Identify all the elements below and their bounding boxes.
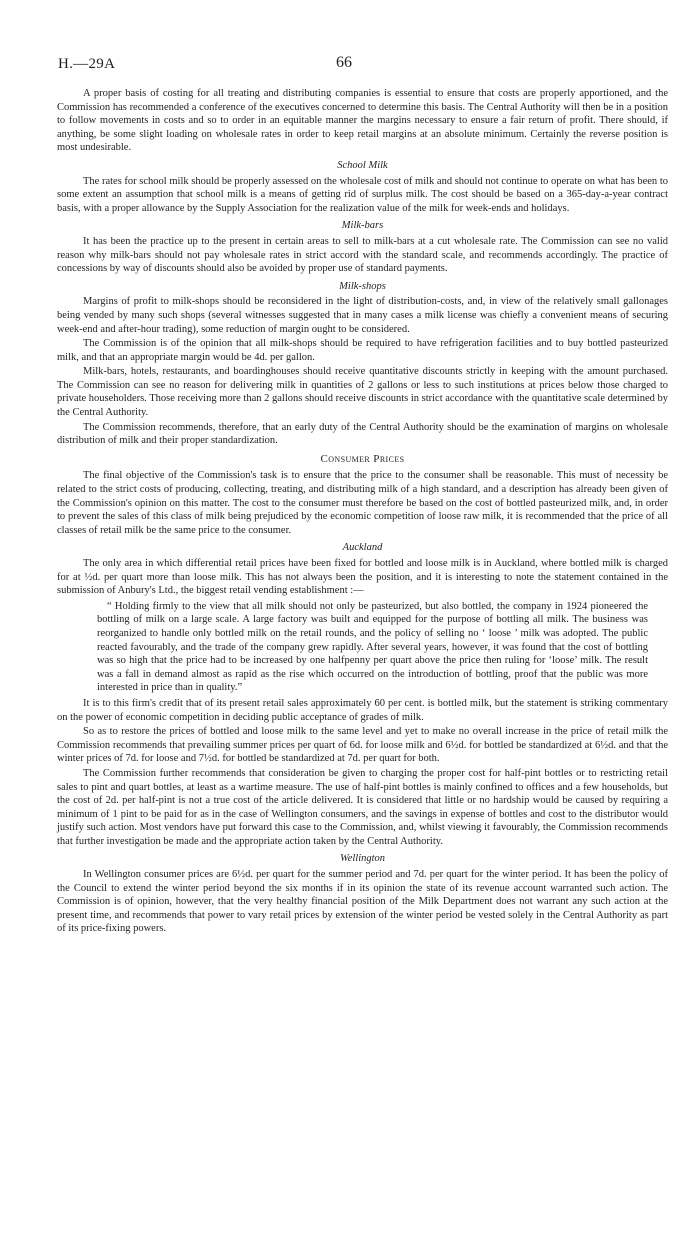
paragraph-auckland-2: It is to this firm's credit that of its present retail sales approximately 60 per cent. is bottled milk, but the statement is striking commentary on the power of economic competition in deciding public acceptance of grades of milk. — [57, 697, 668, 723]
heading-wellington: Wellington — [339, 853, 386, 865]
quote-text: “ Holding firmly to the view that all milk should not only be pasteurized, but also bottled, the company in 1924 pioneered the bottling of milk on a large scale. A large factory was built and equipped for the purpose of bottling all milk. The business was reorganized to handle only bottled milk on the retail rounds, and the policy of selling no ‘ loose ’ milk was adopted. The public reacted favourably, and the trade of the company grew rapidly. After several years, however, it was found that the cost of bottling was so high that the price had to be increased by one halfpenny per quart above the price then ruling for ‘loose’ milk. The result was a fall in demand almost as rapid as the rise which occurred on the introduction of bottling, proof that the public was more interested in price than in quality.” — [97, 600, 648, 694]
paragraph-auckland-4: The Commission further recommends that consideration be given to charging the proper cost for half-pint bottles or to restricting retail sales to pint and quart bottles, at least as a wartime measure. The use of half-pint bottles is mainly confined to offices and a few households, but the cost of 2d. per half-pint is not a true cost of the article delivered. It is considered that little or no hardship would be caused by requiring a minimum of 1 pint to be paid for as in the case of Wellington consumers, and the savings in expense of bottles and cost to the distributor would justify such action. Most vendors have put forward this case to the Commission, and, whilst viewing it favourably, the Commission recommends that further investigation be made and the appropriate action taken by the Central Authority. — [57, 767, 668, 847]
paragraph-milk-shops-3: Milk-bars, hotels, restaurants, and boardinghouses should receive quantitative discounts strictly in keeping with the amount purchased. The Commission can see no reason for delivering milk in quantities of 2 gallons or less to such institutions at prices below those charged to private householders. Those receiving more than 2 gallons should receive discounts in strict accordance with the quantitative scale determined by the Central Authority. — [57, 366, 668, 419]
paragraph-milk-bars: It has been the practice up to the present in certain areas to sell to milk-bars at a cut wholesale rate. The Commission can see no valid reason why milk-bars should not pay wholesale rates in strict accord with the standard scale, and recommends accordingly. The practice of concessions by way of discounts should also be avoided by proper use of standard payments. — [57, 235, 668, 275]
heading-milk-shops: Milk-shops — [339, 280, 386, 292]
paragraph-consumer-prices: The final objective of the Commission's task is to ensure that the price to the consumer shall be reasonable. This must of necessity be related to the strict costs of producing, collecting, treating, and distributing milk of a high standard, and a description has already been given of the Commission's opinion on this matter. The cost to the consumer must therefore be based on the cost of bottled pasteurized milk, and, in order to prevent the sales of this class of milk being prejudiced by the economic competition of loose raw milk, it is recommended that the price of all classes of retail milk be the same price to the consumer. — [57, 470, 668, 536]
heading-auckland: Auckland — [342, 542, 383, 554]
paragraph-auckland-1: The only area in which differential retail prices have been fixed for bottled and loose milk is in Auckland, where bottled milk is charged for at ½d. per quart more than loose milk. This has not always been the position, and it is interesting to note the statement contained in the submission of Anbury's Ltd., the biggest retail vending establishment :— — [57, 558, 668, 597]
heading-milk-bars: Milk-bars — [341, 220, 384, 232]
paragraph-costing: A proper basis of costing for all treating and distributing companies is essential to ensure that costs are properly apportioned, and the Commission has recommended a conference of the executives concerned to determine this basis. The Central Authority will then be in a position to follow movements in costs and so to order in an equitable manner the margins necessary to ensure a fair return of profit. There should, if anything, be some slight loading on wholesale rates in order to keep retail margins at an absolute minimum. Certainly the reverse position is most undesirable. — [57, 88, 668, 154]
quote-anburys — [97, 600, 648, 695]
paragraph-milk-shops-1: Margins of profit to milk-shops should be reconsidered in the light of distribution-costs, and, in view of the relatively small gallonages being vended by many such shops (several witnesses suggested that in many cases a milk license was chiefly a convenient means of securing week-end and after-hour trading), some reduction of margin ought to be considered. — [57, 296, 668, 335]
paragraph-school-milk: The rates for school milk should be properly assessed on the wholesale cost of milk and should not continue to operate on what has been to some extent an assumption that school milk is a means of getting rid of surplus milk. The cost should be based on a 365-day-a-year contract basis, with a proper allowance by the Supply Association for the realization value of the milk for week-ends and holidays. — [57, 175, 668, 214]
heading-consumer-prices: Consumer Prices — [320, 452, 405, 465]
document-body — [57, 87, 668, 937]
paragraph-milk-shops-4: The Commission recommends, therefore, that an early duty of the Central Authority should be the examination of margins on wholesale distribution of milk and their proper standardization. — [57, 421, 668, 447]
paragraph-milk-shops-2: The Commission is of the opinion that all milk-shops should be required to have refrigeration facilities and to buy bottled pasteurized milk, and that an appropriate margin would be 4d. per gallon. — [57, 338, 668, 363]
paragraph-wellington: In Wellington consumer prices are 6½d. per quart for the summer period and 7d. per quart for the winter period. It has been the policy of the Council to extend the winter period beyond the six months if in its opinion the state of its revenue account warranted such action. The Commission is of opinion, however, that the very healthy financial position of the Milk Department does not warrant any such action at the present time, and recommends that power to vary retail prices by extension of the winter period be vested solely in the Central Authority as part of its price-fixing powers. — [57, 869, 668, 935]
heading-school-milk: School Milk — [337, 159, 388, 171]
page-number: 66 — [336, 54, 352, 71]
paragraph-auckland-3: So as to restore the prices of bottled and loose milk to the same level and yet to make no overall increase in the price of retail milk the Commission recommends that prevailing summer prices per quart of 6d. for loose milk and 6½d. for bottled be standardized at 6½d. and that the winter prices of 7d. for loose and 7½d. for bottled be standardized at 7d. per quart for both. — [57, 726, 668, 765]
document-reference: H.—29A — [58, 56, 116, 72]
